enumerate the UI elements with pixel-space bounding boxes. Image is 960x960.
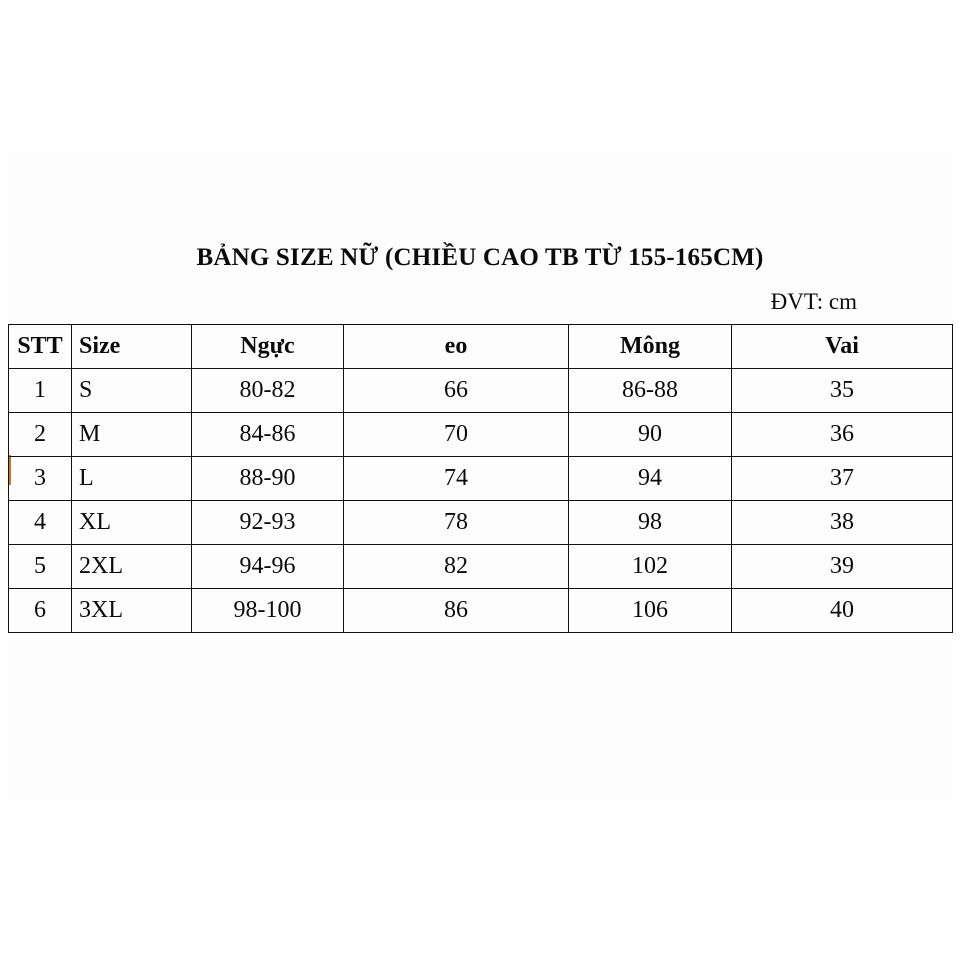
- cell-mong: 90: [569, 413, 732, 457]
- cell-eo: 66: [344, 369, 569, 413]
- table-row: [9, 501, 953, 545]
- table-body: [9, 369, 953, 633]
- cell-size: XL: [72, 501, 192, 545]
- cell-eo: 70: [344, 413, 569, 457]
- cell-mong: 106: [569, 589, 732, 633]
- column-header-size: Size: [72, 325, 192, 369]
- cell-nguc: 92-93: [192, 501, 344, 545]
- cell-eo: 82: [344, 545, 569, 589]
- table-row: [9, 545, 953, 589]
- cell-stt: 2: [9, 413, 72, 457]
- table-header-row: [9, 325, 953, 369]
- cell-mong: 102: [569, 545, 732, 589]
- table-row: [9, 369, 953, 413]
- column-header-vai: Vai: [732, 325, 953, 369]
- cell-nguc: 80-82: [192, 369, 344, 413]
- cell-vai: 40: [732, 589, 953, 633]
- cell-nguc: 94-96: [192, 545, 344, 589]
- cell-vai: 39: [732, 545, 953, 589]
- cell-vai: 35: [732, 369, 953, 413]
- cell-nguc: 84-86: [192, 413, 344, 457]
- cell-size: S: [72, 369, 192, 413]
- cell-nguc: 88-90: [192, 457, 344, 501]
- cell-size: M: [72, 413, 192, 457]
- cell-eo: 74: [344, 457, 569, 501]
- cell-stt: 5: [9, 545, 72, 589]
- column-header-nguc: Ngực: [192, 325, 344, 369]
- cell-stt: 1: [9, 369, 72, 413]
- cell-mong: 86-88: [569, 369, 732, 413]
- table-row: [9, 457, 953, 501]
- size-table: [8, 324, 953, 633]
- cell-size: 2XL: [72, 545, 192, 589]
- cell-size: L: [72, 457, 192, 501]
- page-title: BẢNG SIZE NỮ (CHIỀU CAO TB TỪ 155-165CM): [196, 244, 764, 271]
- column-header-stt: STT: [9, 325, 72, 369]
- cell-stt: 3: [9, 457, 72, 501]
- cell-stt: 6: [9, 589, 72, 633]
- unit-note: ĐVT: cm: [770, 289, 857, 314]
- cell-vai: 37: [732, 457, 953, 501]
- column-header-mong: Mông: [569, 325, 732, 369]
- column-header-eo: eo: [344, 325, 569, 369]
- cell-eo: 86: [344, 589, 569, 633]
- cell-mong: 98: [569, 501, 732, 545]
- table-row: [9, 589, 953, 633]
- cell-vai: 36: [732, 413, 953, 457]
- table-row: [9, 413, 953, 457]
- cell-stt: 4: [9, 501, 72, 545]
- cell-nguc: 98-100: [192, 589, 344, 633]
- size-chart-document: [8, 152, 952, 800]
- cell-vai: 38: [732, 501, 953, 545]
- cell-size: 3XL: [72, 589, 192, 633]
- table-header: [9, 325, 953, 369]
- cell-eo: 78: [344, 501, 569, 545]
- cell-mong: 94: [569, 457, 732, 501]
